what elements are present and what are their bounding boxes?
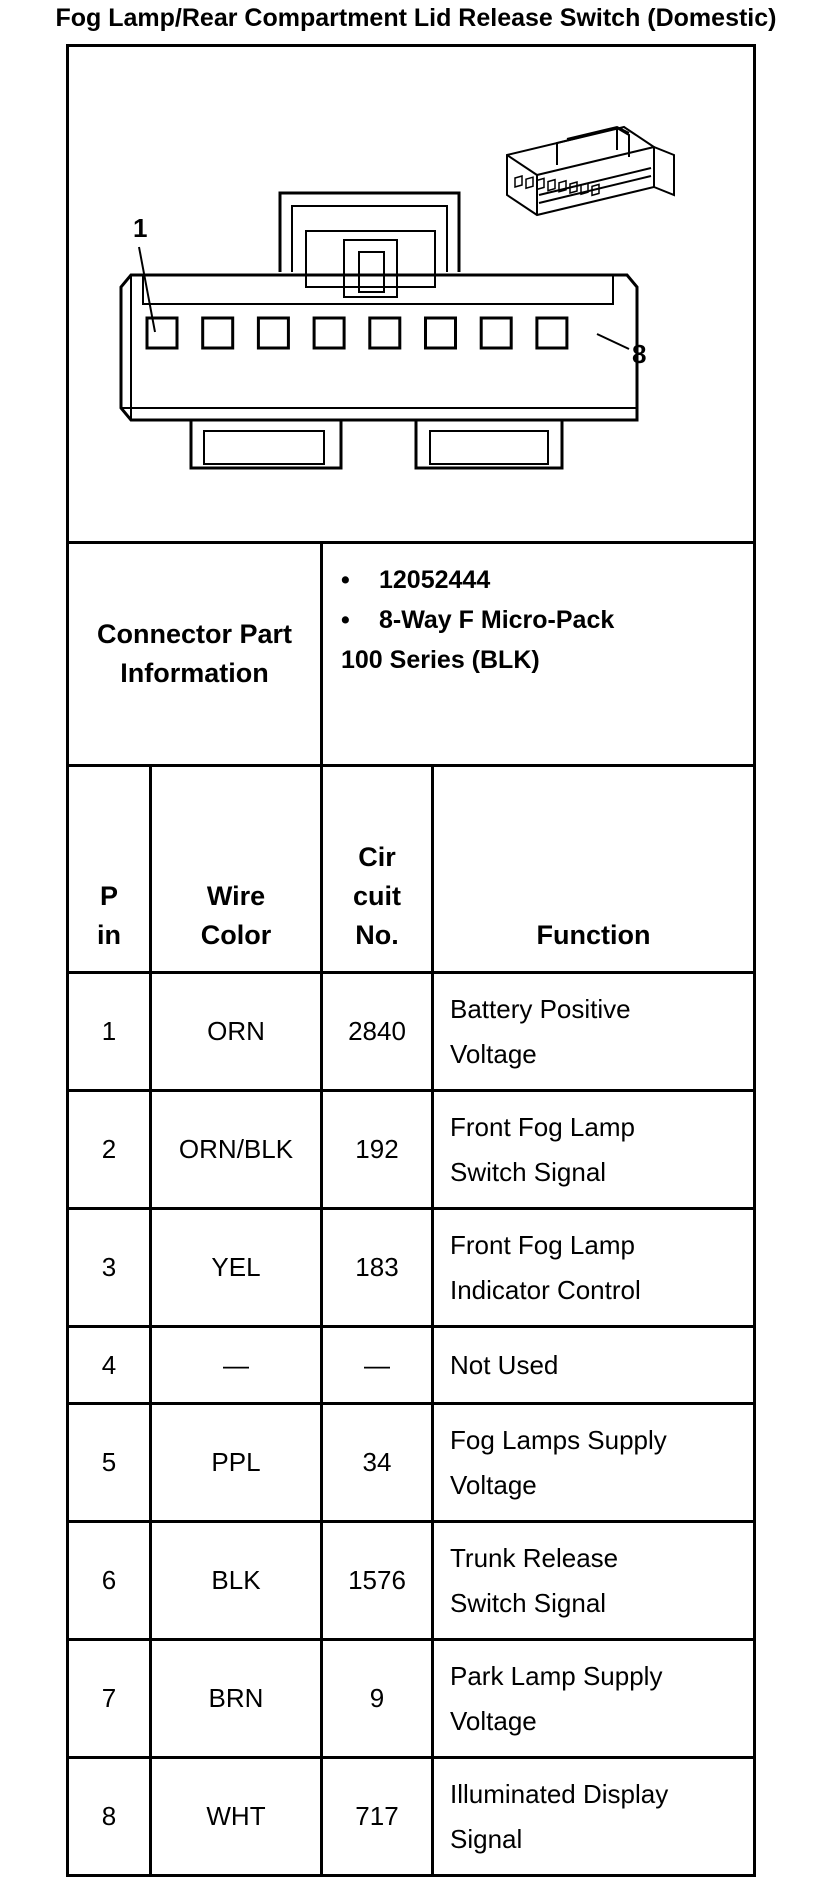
connector-part-info-label: Connector Part Information (68, 543, 322, 766)
function-line: Illuminated Display (450, 1778, 669, 1809)
function-cell (433, 1404, 755, 1522)
pin-cell: 3 (68, 1209, 151, 1327)
table-row (68, 973, 755, 1091)
function-line: Voltage (450, 1705, 537, 1736)
wire-color-cell: ORN (151, 973, 322, 1091)
callout-1: 1 (133, 213, 148, 243)
function-line: Signal (450, 1823, 523, 1854)
function-line: Switch Signal (450, 1587, 607, 1618)
function-line: Park Lamp Supply (450, 1660, 663, 1691)
function-line: Indicator Control (450, 1274, 641, 1305)
circuit-cell: 183 (322, 1209, 433, 1327)
wire-color-cell: ORN/BLK (151, 1091, 322, 1209)
wire-color-cell: — (151, 1327, 322, 1404)
pin-cell: 4 (68, 1327, 151, 1404)
wire-color-cell: BRN (151, 1640, 322, 1758)
function-cell (433, 973, 755, 1091)
connector-iso-view (507, 127, 674, 215)
iso-slot (537, 178, 544, 189)
table-row (68, 1758, 755, 1876)
function-cell (433, 1091, 755, 1209)
header-pin: P in (68, 766, 151, 973)
circuit-cell: 192 (322, 1091, 433, 1209)
pin-cell: 6 (68, 1522, 151, 1640)
cavity-7 (481, 318, 511, 348)
pin-cell: 2 (68, 1091, 151, 1209)
table-row (68, 1327, 755, 1404)
cavity-3 (258, 318, 288, 348)
connector-table (66, 44, 756, 1877)
function-line: Front Fog Lamp (450, 1229, 635, 1260)
part-number-item: • 12052444 (341, 566, 491, 594)
table-row (68, 1640, 755, 1758)
connector-type-item: • 8-Way F Micro-Pack (341, 606, 615, 634)
connector-part-info (322, 543, 755, 766)
table-row (68, 1522, 755, 1640)
function-cell (433, 1327, 755, 1404)
circuit-cell: 1576 (322, 1522, 433, 1640)
iso-slot (515, 176, 522, 187)
pin-cell: 7 (68, 1640, 151, 1758)
function-line: Trunk Release (450, 1542, 619, 1573)
function-line: Voltage (450, 1469, 537, 1500)
table-row (68, 1404, 755, 1522)
function-cell (433, 1640, 755, 1758)
header-function: Function (433, 766, 755, 973)
connector-drawing (69, 47, 750, 541)
cavity-5 (370, 318, 400, 348)
table-row (68, 1091, 755, 1209)
circuit-cell: 9 (322, 1640, 433, 1758)
function-line: Not Used (450, 1349, 559, 1380)
cavity-4 (314, 318, 344, 348)
function-line: Front Fog Lamp (450, 1111, 635, 1142)
function-cell (433, 1522, 755, 1640)
header-wire-color: Wire Color (151, 766, 322, 973)
callout-8: 8 (632, 339, 647, 369)
pin-cell: 5 (68, 1404, 151, 1522)
connector-diagram (68, 46, 755, 543)
function-line: Switch Signal (450, 1156, 607, 1187)
iso-slot (526, 177, 533, 188)
wire-color-cell: YEL (151, 1209, 322, 1327)
connector-type: 8-Way F Micro-Pack (379, 606, 615, 634)
cavity-8 (537, 318, 567, 348)
wire-color-cell: PPL (151, 1404, 322, 1522)
part-number: 12052444 (379, 566, 491, 594)
function-cell (433, 1209, 755, 1327)
function-cell (433, 1758, 755, 1876)
table-row (68, 1209, 755, 1327)
function-line: Voltage (450, 1038, 537, 1069)
page-title: Fog Lamp/Rear Compartment Lid Release Switch (Domestic) (55, 4, 777, 32)
header-circuit: Cir cuit No. (322, 766, 433, 973)
function-line: Battery Positive (450, 993, 631, 1024)
circuit-cell: — (322, 1327, 433, 1404)
circuit-cell: 717 (322, 1758, 433, 1876)
circuit-cell: 34 (322, 1404, 433, 1522)
wire-color-cell: BLK (151, 1522, 322, 1640)
cavity-1 (147, 318, 177, 348)
cavity-6 (426, 318, 456, 348)
function-line: Fog Lamps Supply (450, 1424, 667, 1455)
connector-series: 100 Series (BLK) (341, 646, 540, 674)
wire-color-cell: WHT (151, 1758, 322, 1876)
circuit-cell: 2840 (322, 973, 433, 1091)
pin-rows (68, 973, 755, 1876)
pin-cell: 8 (68, 1758, 151, 1876)
pin-cell: 1 (68, 973, 151, 1091)
iso-slot (548, 180, 555, 191)
cavity-2 (203, 318, 233, 348)
